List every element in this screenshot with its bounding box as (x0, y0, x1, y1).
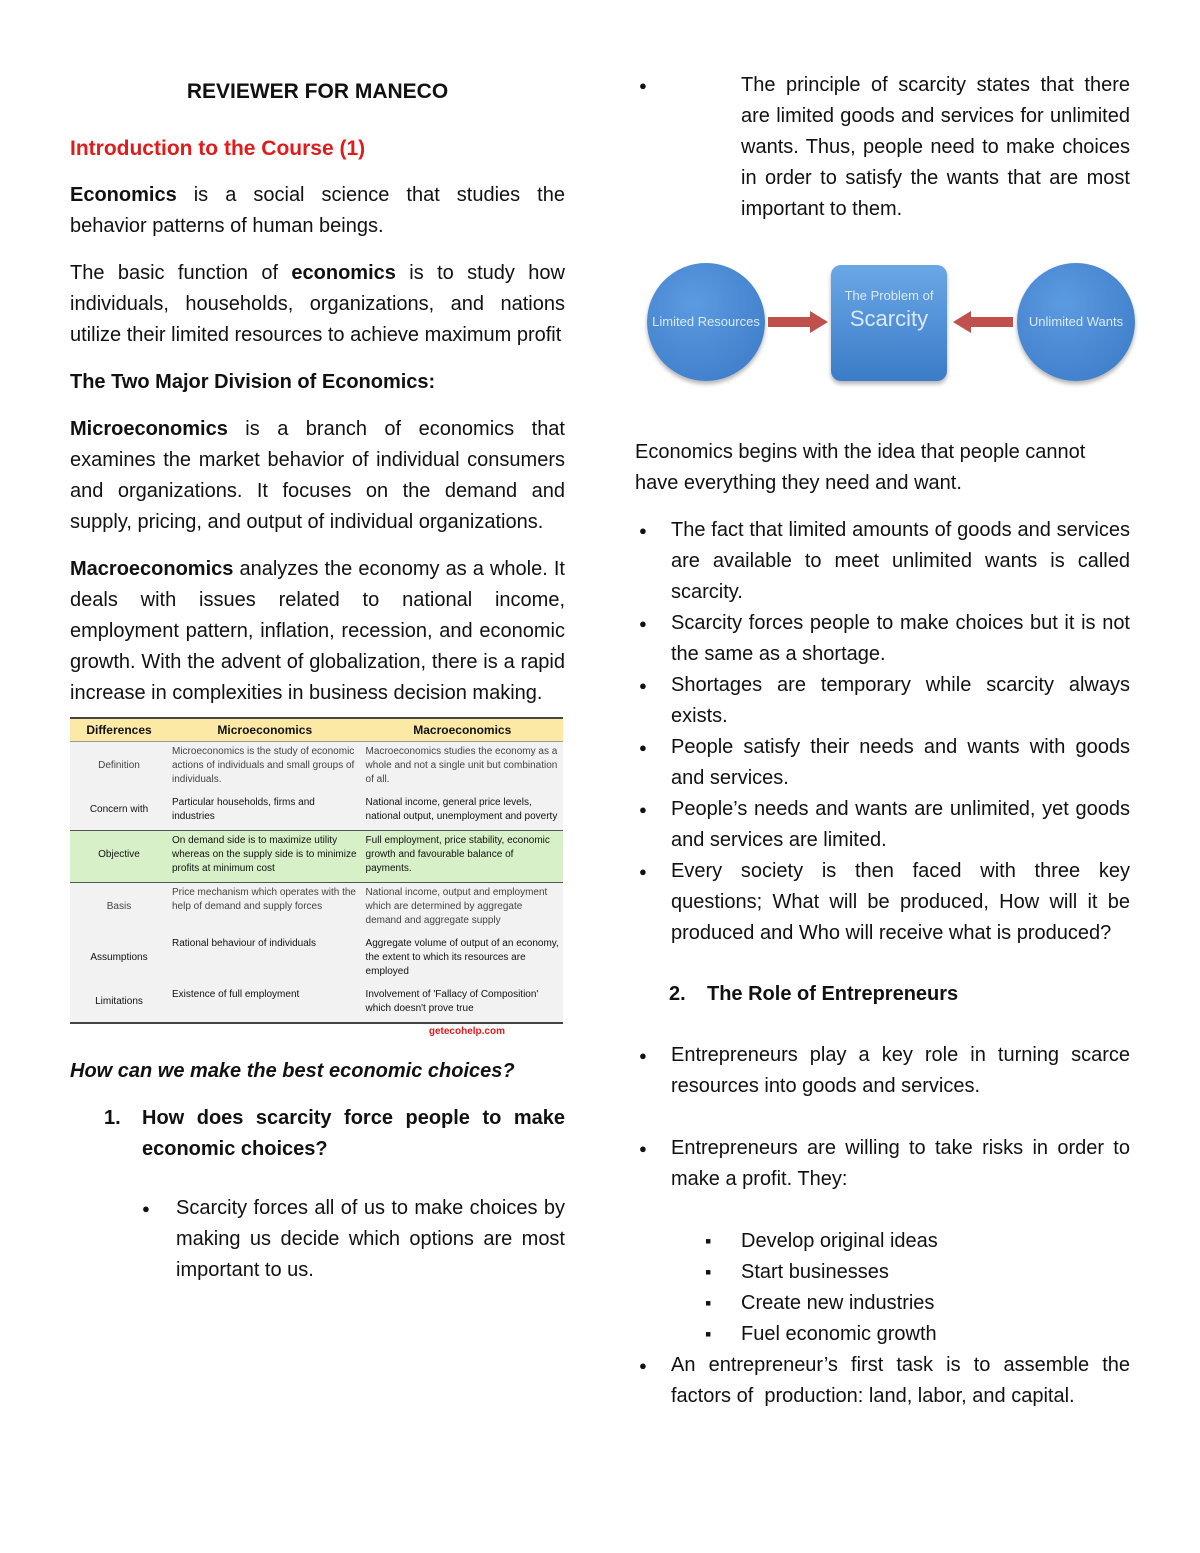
list-item: ● Entrepreneurs are willing to take risks in order to make a profit. They: (635, 1133, 1130, 1195)
list-item: ● People’s needs and wants are unlimited, yet goods and services are limited. (635, 794, 1130, 856)
list-item: ● The principle of scarcity states that there are limited goods and services for unlimited wants. Thus, people need to make choices in order to satisfy the wants that are most important to them. (635, 70, 1130, 225)
table-row: Definition Microeconomics is the study of economic actions of individuals and small groups of individuals. Macroeconomics studies the economy as a whole and not a single unit but combination of all. (70, 742, 563, 794)
division-heading: The Two Major Division of Economics: (70, 371, 436, 393)
unlimited-wants-circle: Unlimited Wants (1017, 263, 1135, 381)
economics-begins: Economics begins with the idea that people cannot have everything they need and want. (635, 441, 1086, 494)
list-item: ▪ Create new industries (635, 1288, 1130, 1319)
limited-resources-circle: Limited Resources (647, 263, 765, 381)
section-heading: Introduction to the Course (1) (70, 137, 366, 160)
list-item: ● An entrepreneur’s first task is to assemble the factors of production: land, labor, and capital. (635, 1350, 1130, 1412)
left-column (70, 70, 565, 1286)
list-item: ▪ Start businesses (635, 1257, 1130, 1288)
right-column (635, 70, 1136, 1412)
microeconomics-paragraph: Microeconomics is a branch of economics that examines the market behavior of individual consumers and organizations. It focuses on the demand and supply, pricing, and output of individual organizations. (70, 418, 565, 533)
list-item: ● Shortages are temporary while scarcity always exists. (635, 670, 1130, 732)
differences-table (70, 717, 563, 1024)
scarcity-bullets (635, 515, 1130, 949)
role-heading: 2. The Role of Entrepreneurs (669, 983, 959, 1005)
economics-function: The basic function of economics is to study how individuals, households, organizations, and nations utilize their limited resources to achieve maximum profit (70, 262, 565, 346)
table-credit: getecohelp.com (428, 1026, 505, 1037)
table-row: Basis Price mechanism which operates with the help of demand and supply forces National income, output and employment which are determined by aggregate demand and aggregate supply (70, 883, 563, 935)
table-header: Macroeconomics (362, 718, 563, 742)
numbered-question: 1. How does scarcity force people to make economic choices? (104, 1107, 565, 1160)
question-heading: How can we make the best economic choices? (70, 1060, 515, 1082)
list-item: ▪ Fuel economic growth (635, 1319, 1130, 1350)
list-item: ● Scarcity forces all of us to make choices by making us decide which options are most important to us. (70, 1193, 565, 1286)
entrepreneur-sub-list (635, 1226, 1130, 1350)
box-title: Scarcity (849, 306, 929, 331)
list-item: ▪ Develop original ideas (635, 1226, 1130, 1257)
scarcity-box (831, 265, 947, 381)
list-item: ● Entrepreneurs play a key role in turning scarce resources into goods and services. (635, 1040, 1130, 1102)
box-label: The Problem of (844, 288, 934, 303)
arrow-left-icon (953, 311, 1013, 333)
table-row: Assumptions Rational behaviour of individuals Aggregate volume of output of an economy, the extent to which its resources are employed (70, 934, 563, 985)
list-item: ● The fact that limited amounts of goods and services are available to meet unlimited wants is called scarcity. (635, 515, 1130, 608)
table-row: Limitations Existence of full employment Involvement of 'Fallacy of Composition' which doesn't prove true (70, 985, 563, 1023)
list-item: ● Scarcity forces people to make choices but it is not the same as a shortage. (635, 608, 1130, 670)
table-row: Objective On demand side is to maximize utility whereas on the supply side is to minimize profits at minimum cost Full employment, price stability, economic growth and favourable balance of payments. (70, 831, 563, 883)
scarcity-diagram (635, 263, 1130, 393)
document-title: REVIEWER FOR MANECO (186, 80, 449, 103)
macroeconomics-paragraph: Macroeconomics analyzes the economy as a whole. It deals with issues related to national income, employment pattern, inflation, recession, and economic growth. With the advent of globalization, there is a rapid increase in complexities in business decision making. (70, 558, 565, 704)
economics-definition: Economics is a social science that studies the behavior patterns of human beings. (70, 184, 565, 237)
table-header: Microeconomics (168, 718, 362, 742)
table-header: Differences (70, 718, 168, 742)
list-item: ● People satisfy their needs and wants with goods and services. (635, 732, 1130, 794)
list-item: ● Every society is then faced with three key questions; What will be produced, How will it be produced and Who will receive what is produced? (635, 856, 1130, 949)
arrow-right-icon (768, 311, 828, 333)
table-row: Concern with Particular households, firms and industries National income, general price levels, national output, unemployment and poverty (70, 793, 563, 831)
